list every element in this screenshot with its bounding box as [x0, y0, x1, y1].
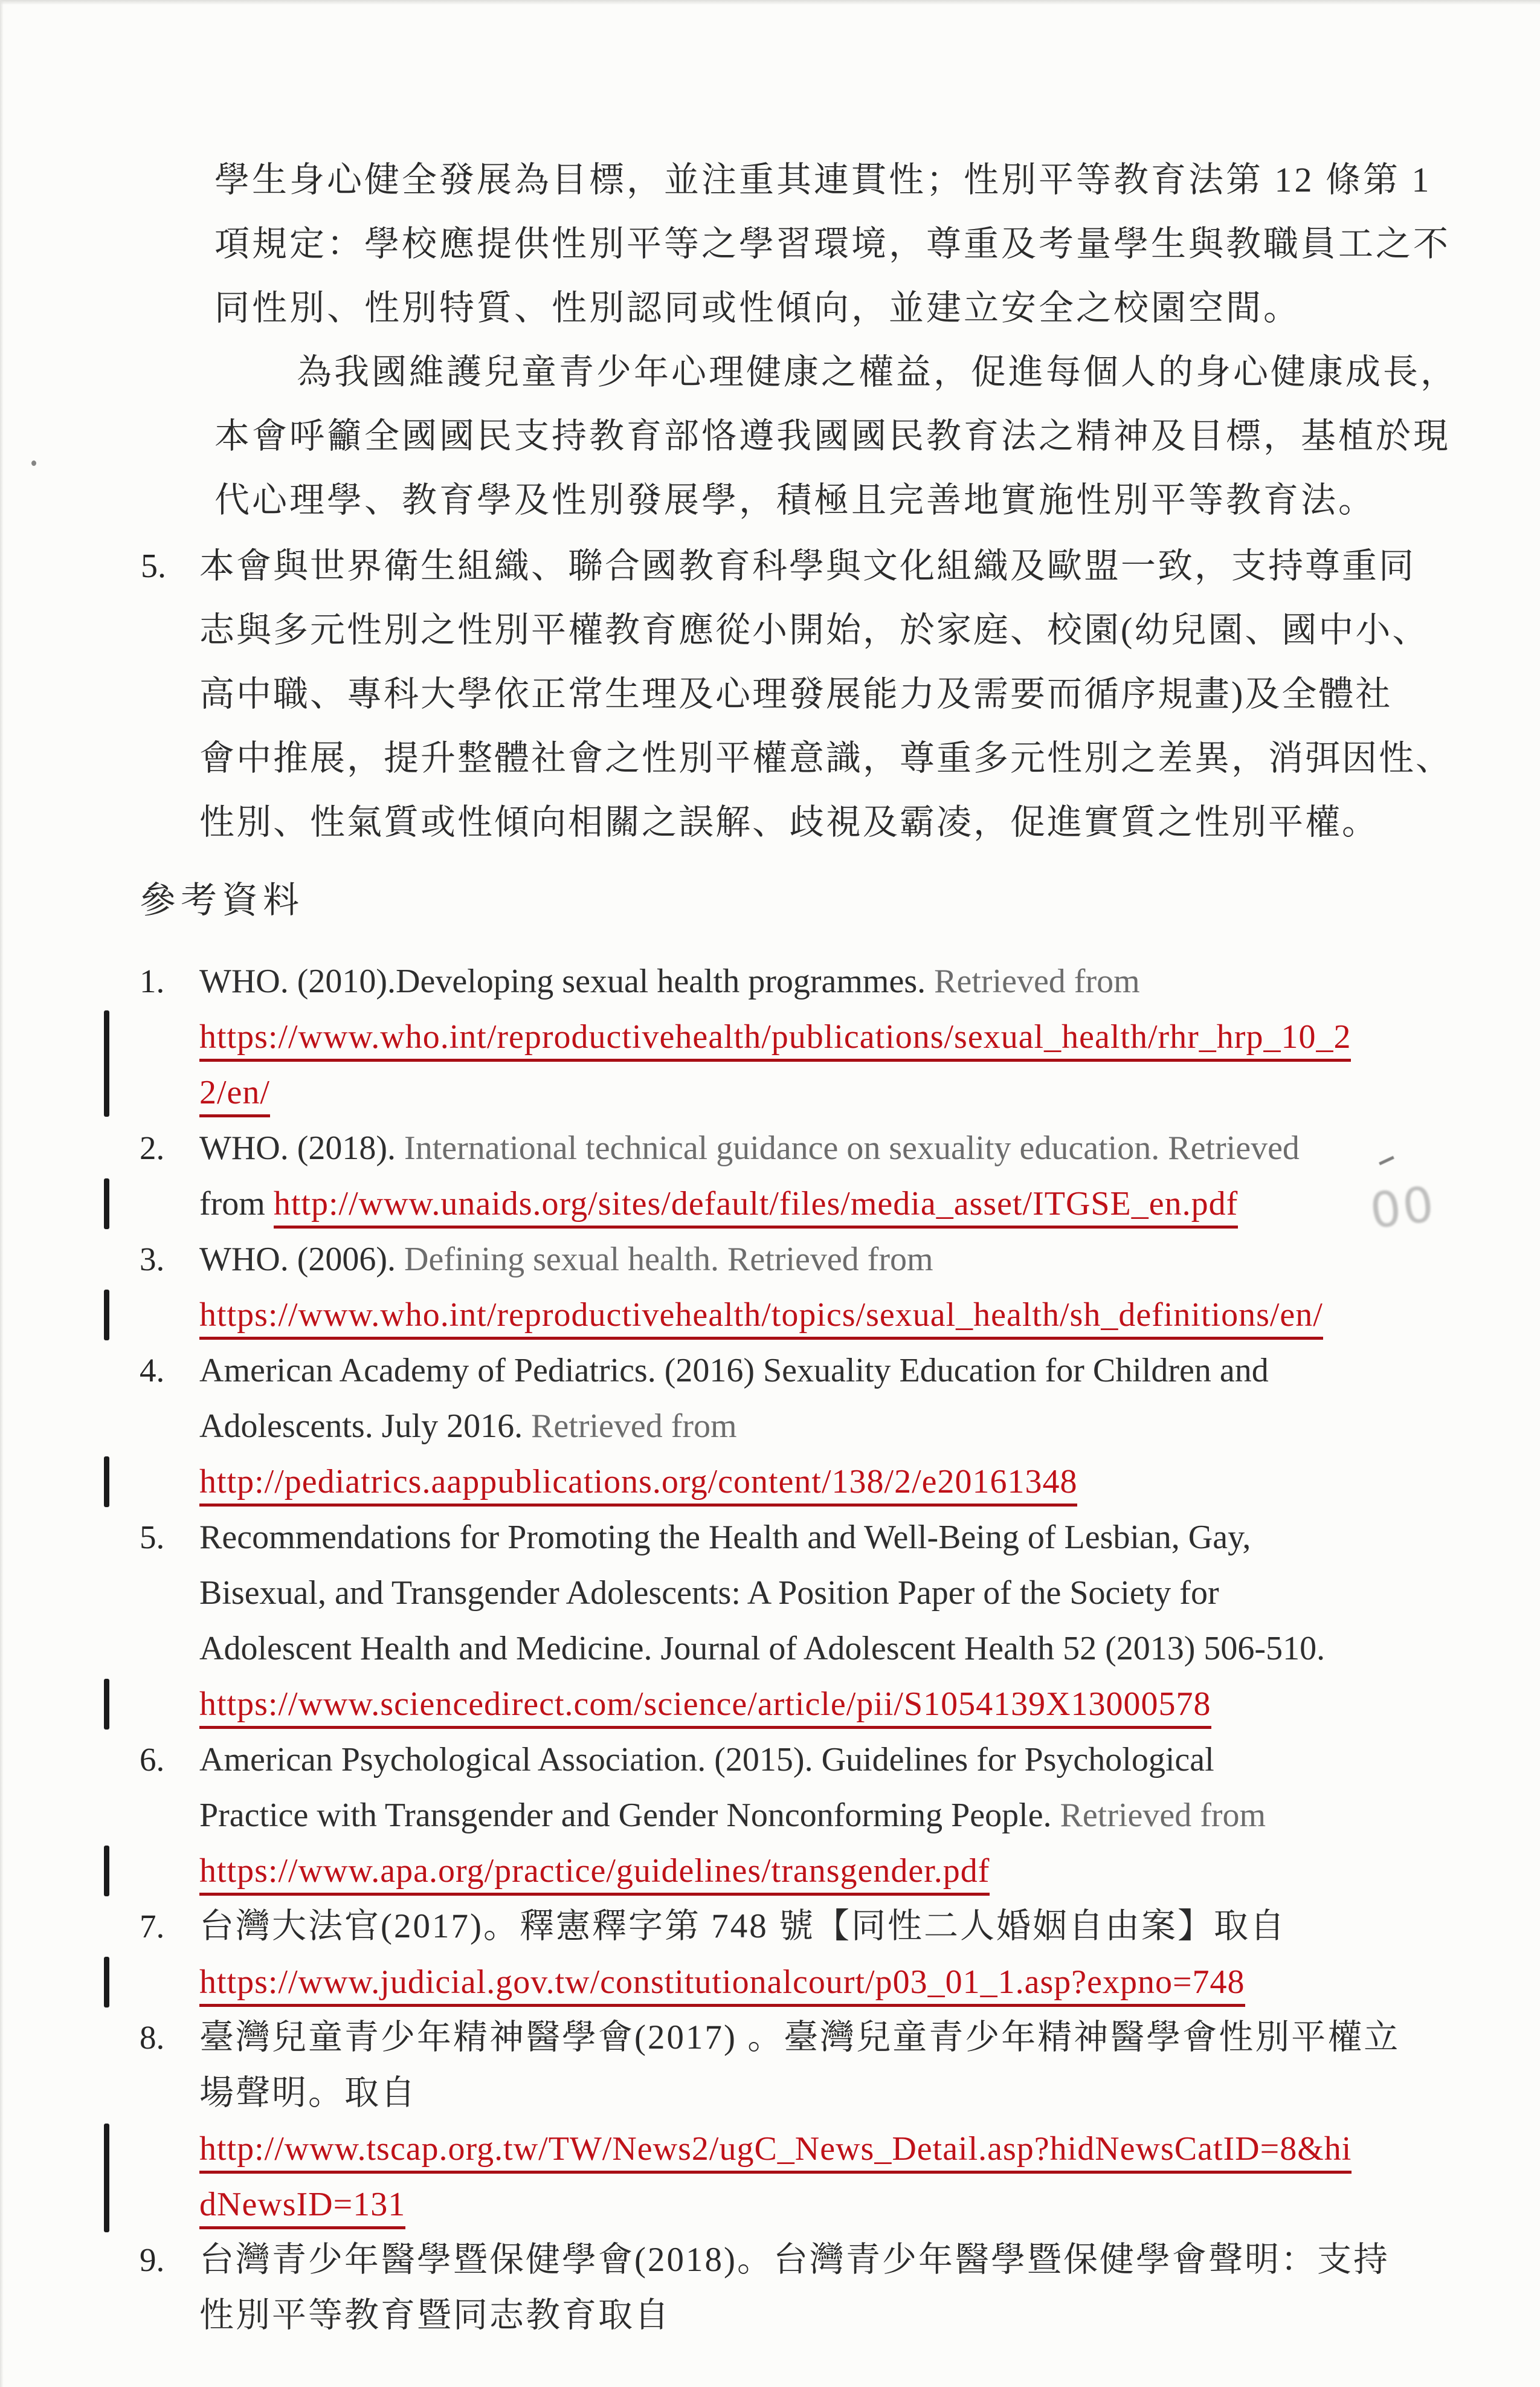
reference-number: 5. [140, 1519, 165, 1555]
reference-item [140, 1343, 1540, 1510]
reference-text: Bisexual, and Transgender Adolescents: A Position Paper of the Society for [199, 1574, 1219, 1612]
reference-number: 3. [140, 1241, 165, 1277]
reference-text: Adolescent Health and Medicine. Journal of Adolescent Health 52 (2013) 506-510. [199, 1630, 1326, 1667]
reference-text: WHO. (2010).Developing sexual health programmes. [199, 963, 935, 1000]
reference-text: Retrieved [1168, 1129, 1300, 1167]
paragraph-line: 同性別、性別特質、性別認同或性傾向，並建立安全之校園空間。 [214, 288, 1301, 328]
reference-line [199, 1287, 1540, 1343]
margin-change-bar [104, 1290, 109, 1340]
margin-speck [31, 460, 36, 466]
reference-text: American Academy of Pediatrics. (2016) Sexuality Education for Children and [199, 1352, 1269, 1389]
reference-number: 7. [140, 1908, 165, 1945]
reference-line [199, 1954, 1540, 2010]
reference-line [199, 1732, 1540, 1788]
reference-text: Recommendations for Promoting the Health and Well-Being of Lesbian, Gay, [199, 1519, 1251, 1556]
paragraph-line: 項規定：學校應提供性別平等之學習環境，尊重及考量學生與教職員工之不 [214, 224, 1451, 263]
reference-text: Defining sexual health. Retrieved from [404, 1241, 933, 1278]
reference-item [140, 1120, 1540, 1232]
reference-line [199, 1120, 1540, 1176]
list-item-line: 志與多元性別之性別平權教育應從小開始，於家庭、校園(幼兒園、國中小、 [199, 610, 1429, 650]
reference-text: 台灣大法官(2017)。釋憲釋字第 748 號【同性二人婚姻自由案】取自 [199, 1907, 1286, 1945]
margin-change-bar [104, 1456, 109, 1507]
list-item-number: 5. [141, 547, 166, 585]
margin-change-bar [104, 1010, 109, 1117]
faint-stamp-mark: 00 [1367, 1175, 1439, 1240]
reference-line [199, 1843, 1540, 1899]
reference-url-link[interactable]: https://www.who.int/reproductivehealth/topics/sexual_health/sh_definitions/en/ [199, 1296, 1323, 1340]
reference-line [199, 2066, 1540, 2121]
reference-text: International technical guidance on sexuality education. [404, 1129, 1168, 1167]
reference-line [199, 1899, 1540, 1954]
reference-text: Retrieved from [934, 963, 1140, 1000]
reference-number: 9. [140, 2241, 165, 2278]
reference-text: Retrieved from [1060, 1797, 1266, 1834]
reference-number: 1. [140, 963, 165, 1000]
reference-url-link[interactable]: http://pediatrics.aappublications.org/content/138/2/e20161348 [199, 1463, 1077, 1507]
list-item-line: 高中職、專科大學依正常生理及心理發展能力及需要而循序規畫)及全體社 [199, 674, 1393, 714]
reference-url-link[interactable]: https://www.apa.org/practice/guidelines/transgender.pdf [199, 1852, 990, 1896]
reference-line [199, 1565, 1540, 1621]
reference-text: 臺灣兒童青少年精神醫學會(2017) 。臺灣兒童青少年精神醫學會性別平權立 [199, 2018, 1400, 2056]
reference-number: 6. [140, 1741, 165, 1778]
margin-change-bar [104, 1178, 109, 1229]
margin-change-bar [104, 2124, 109, 2232]
reference-text: from [199, 1185, 274, 1223]
reference-item [140, 954, 1540, 1120]
list-item-line: 性別、性氣質或性傾向相關之誤解、歧視及霸凌，促進實質之性別平權。 [199, 803, 1379, 842]
reference-line [199, 1343, 1540, 1398]
margin-change-bar [104, 1679, 109, 1730]
reference-line [199, 2232, 1540, 2288]
continued-paragraph [214, 148, 1507, 532]
reference-url-link[interactable]: https://www.judicial.gov.tw/constitutionalcourt/p03_01_1.asp?expno=748 [199, 1963, 1245, 2007]
reference-text: WHO. (2018). [199, 1129, 405, 1167]
paragraph-line: 為我國維護兒童青少年心理健康之權益，促進每個人的身心健康成長， [297, 352, 1458, 392]
reference-line [199, 954, 1540, 1009]
reference-text: Practice with Transgender and Gender Nonconforming People. [199, 1797, 1060, 1834]
reference-text: WHO. (2006). [199, 1241, 405, 1278]
reference-text: 場聲明。取自 [199, 2074, 417, 2112]
reference-item [140, 2232, 1540, 2343]
reference-line [199, 1676, 1540, 1732]
reference-line [199, 1065, 1540, 1120]
reference-line [199, 1009, 1540, 1065]
reference-url-link[interactable]: http://www.tscap.org.tw/TW/News2/ugC_News_Detail.asp?hidNewsCatID=8&hi [199, 2130, 1352, 2174]
reference-line [199, 1176, 1540, 1232]
margin-change-bar [104, 1846, 109, 1896]
reference-line [199, 1398, 1540, 1454]
reference-line [199, 1510, 1540, 1565]
reference-line [199, 2121, 1540, 2177]
reference-text: 性別平等教育暨同志教育取自 [199, 2296, 671, 2334]
list-item-line: 會中推展，提升整體社會之性別平權意識，尊重多元性別之差異，消弭因性、 [199, 738, 1453, 778]
reference-line [199, 1621, 1540, 1676]
reference-line [199, 2288, 1540, 2343]
reference-url-link[interactable]: dNewsID=131 [199, 2186, 405, 2229]
reference-line [199, 1788, 1540, 1843]
reference-item [140, 1732, 1540, 1899]
reference-text: Adolescents. July 2016. [199, 1407, 532, 1445]
reference-item [140, 1510, 1540, 1732]
reference-url-link[interactable]: http://www.unaids.org/sites/default/files/media_asset/ITGSE_en.pdf [274, 1185, 1238, 1229]
reference-item [140, 2010, 1540, 2232]
references-list [140, 954, 1540, 2343]
reference-number: 2. [140, 1129, 165, 1166]
reference-url-link[interactable]: https://www.sciencedirect.com/science/article/pii/S1054139X13000578 [199, 1685, 1211, 1729]
reference-url-link[interactable]: https://www.who.int/reproductivehealth/publications/sexual_health/rhr_hrp_10_2 [199, 1018, 1351, 1062]
reference-text: 台灣青少年醫學暨保健學會(2018)。台灣青少年醫學暨保健學會聲明：支持 [199, 2241, 1390, 2279]
reference-number: 8. [140, 2019, 165, 2056]
reference-line [199, 2177, 1540, 2232]
reference-item [140, 1899, 1540, 2010]
paragraph-line: 代心理學、教育學及性別發展學，積極且完善地實施性別平等教育法。 [214, 480, 1376, 520]
reference-text: Retrieved from [531, 1407, 737, 1445]
reference-item [140, 1232, 1540, 1343]
reference-number: 4. [140, 1352, 165, 1389]
reference-line [199, 1454, 1540, 1510]
reference-line [199, 1232, 1540, 1287]
reference-text: American Psychological Association. (2015). Guidelines for Psychological [199, 1741, 1214, 1778]
paragraph-line: 學生身心健全發展為目標，並注重其連貫性；性別平等教育法第 12 條第 1 [214, 160, 1432, 199]
margin-change-bar [104, 1957, 109, 2007]
list-item-line: 本會與世界衛生組織、聯合國教育科學與文化組織及歐盟一致，支持尊重同 [199, 546, 1416, 586]
references-heading: 參考資料 [140, 880, 304, 920]
list-item-5 [141, 534, 1516, 854]
reference-line [199, 2010, 1540, 2066]
paragraph-line: 本會呼籲全國國民支持教育部恪遵我國國民教育法之精神及目標，基植於現 [214, 416, 1451, 456]
reference-url-link[interactable]: 2/en/ [199, 1074, 270, 1117]
